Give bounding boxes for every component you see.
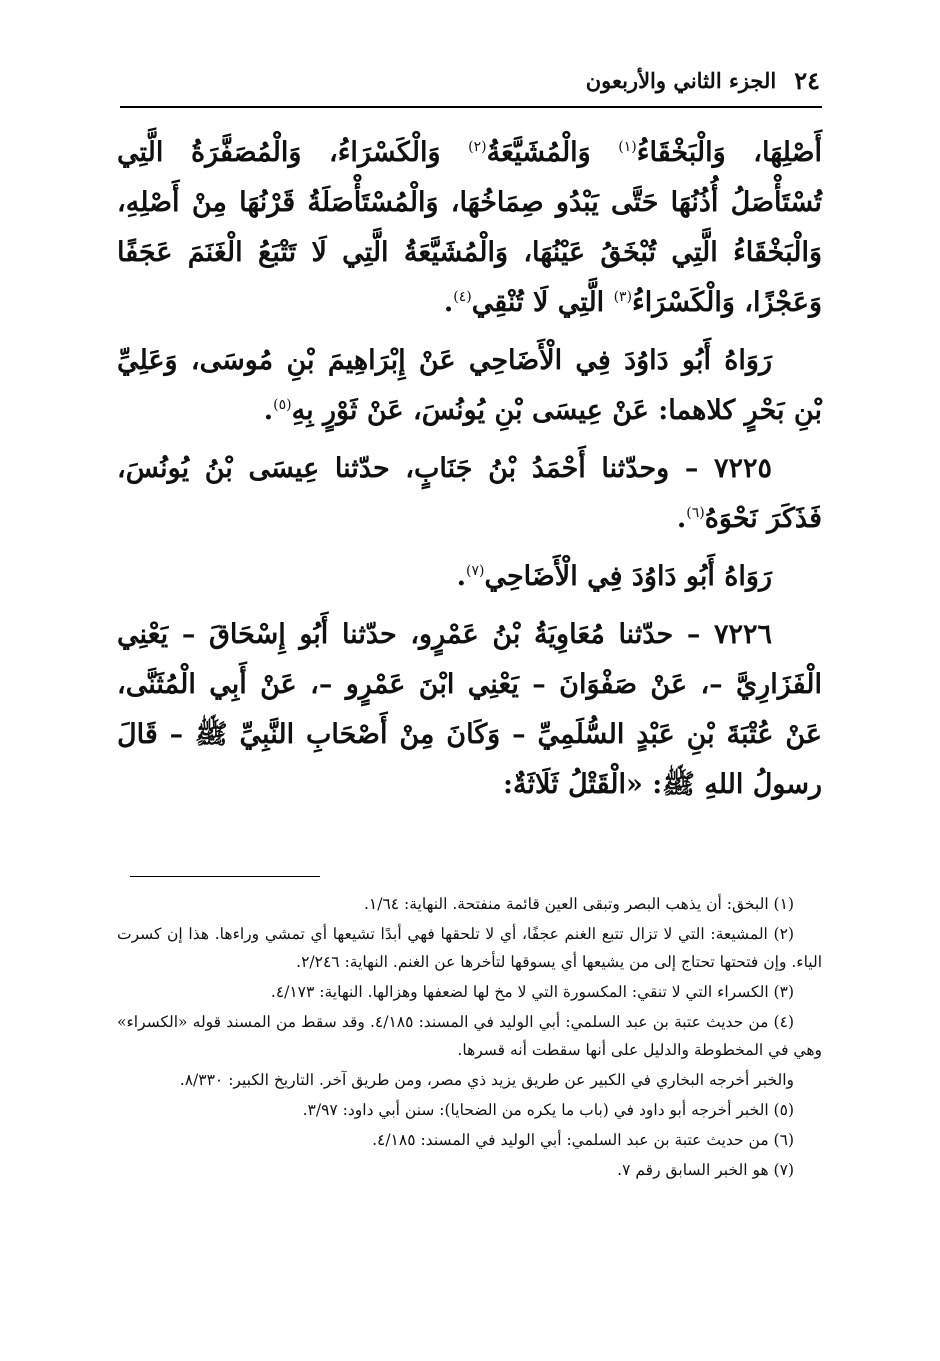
text-run: – حدّثنا مُعَاوِيَةُ بْنُ عَمْرٍو، حدّثنا أَبُو إِسْحَاقَ – يَعْنِي الْفَزَارِيَّ –، عَنْ صَفْوَانَ – يَعْنِي ابْنَ عَمْرٍو –، عَنْ أَبِي الْمُثَنَّى، عَنْ عُتْبَةَ بْنِ عَبْدٍ السُّلَمِيِّ – وَكَانَ مِنْ أَصْحَابِ النَّبِيِّ ﷺ – قَالَ رسولُ اللهِ ﷺ: «الْقَتْلُ ثَلَاثَةٌ:	[117, 619, 822, 800]
paragraph	[117, 128, 822, 328]
footnote: (٤) من حديث عتبة بن عبد السلمي: أبي الوليد في المسند: ٤/١٨٥. وقد سقط من المسند قوله «الكسراء» وهي في المخطوطة والدليل على أنها سقطت أنه قسرها.	[117, 1013, 822, 1059]
footnote: (٥) الخبر أخرجه أبو داود في (باب ما يكره من الضحايا): سنن أبي داود: ٣/٩٧.	[302, 1101, 794, 1119]
hadith-number: ٧٢٢٦	[713, 619, 772, 650]
running-header	[120, 60, 820, 100]
text-run: .	[263, 395, 274, 426]
text-run: أَصْلِهَا، وَالْبَخْقَاءُ	[636, 137, 823, 168]
footnote: (٢) المشيعة: التي لا تزال تتبع الغنم عجفًا، أي لا تلحقها فهي أبدًا تشيعها أي تمشي وراءها. هذا إن كسرت الياء. وإن فتحتها تحتاج إلى من يشيعها أي يسوقها لتأخرها عن الغنم. النهاية: ٢/٢٤٦.	[117, 925, 822, 971]
text-run: وَالْمُشَيَّعَةُ	[486, 137, 619, 168]
footnote-divider	[130, 876, 320, 877]
text-run: .	[676, 503, 687, 534]
hadith-paragraph	[117, 610, 822, 810]
footnote: (٣) الكسراء التي لا تنقي: المكسورة التي لا مخ لها لضعفها وهزالها. النهاية: ٤/١٧٣.	[270, 983, 794, 1001]
paragraph	[117, 336, 822, 436]
text-run: .	[443, 287, 454, 318]
footnote-ref[interactable]: (١)	[618, 139, 637, 155]
page-number: ٢٤	[794, 65, 820, 95]
text-run: وَالْكَسْرَاءُ، وَالْمُصَفَّرَةُ الَّتِي تُسْتَأْصَلُ أُذُنُهَا حَتَّى يَبْدُو صِمَاخُهَا، وَالْمُسْتَأْصَلَةُ قَرْنُهَا مِنْ أَصْلِهِ، وَالْبَخْقَاءُ الَّتِي تُبْخَقُ عَيْنُهَا، وَالْمُشَيَّعَةُ الَّتِي لَا تَتْبَعُ الْغَنَمَ عَجَفًا وَعَجْزًا، وَالْكَسْرَاءُ	[117, 137, 822, 318]
text-run: الَّتِي لَا تُنْقِي	[471, 287, 614, 318]
footnote: (٧) هو الخبر السابق رقم ٧.	[617, 1161, 794, 1179]
footnote-ref[interactable]: (٧)	[465, 563, 485, 579]
main-text	[117, 128, 822, 818]
text-run: رَوَاهُ أَبُو دَاوُدَ فِي الْأَضَاحِي عَنْ إِبْرَاهِيمَ بْنِ مُوسَى، وَعَلِيِّ بْنِ بَحْرٍ كلاهما: عَنْ عِيسَى بْنِ يُونُسَ، عَنْ ثَوْرٍ بِهِ	[117, 345, 822, 426]
footnote: (١) البخق: أن يذهب البصر وتبقى العين قائمة منفتحة. النهاية: ١/٦٤.	[363, 895, 794, 913]
hadith-paragraph	[117, 444, 822, 544]
footnote-ref[interactable]: (٥)	[273, 397, 292, 413]
paragraph	[117, 552, 822, 602]
footnotes	[117, 890, 822, 1186]
footnote: (٦) من حديث عتبة بن عبد السلمي: أبي الوليد في المسند: ٤/١٨٥.	[372, 1131, 794, 1149]
text-run: – وحدّثنا أَحْمَدُ بْنُ جَنَابٍ، حدّثنا عِيسَى بْنُ يُونُسَ، فَذَكَرَ نَحْوَهُ	[117, 453, 822, 534]
footnote-ref[interactable]: (٤)	[453, 289, 472, 305]
footnote-ref[interactable]: (٦)	[686, 505, 705, 521]
footnote-ref[interactable]: (٢)	[468, 139, 487, 155]
header-divider	[120, 106, 822, 108]
footnote-ref[interactable]: (٣)	[613, 289, 633, 305]
footnote-continuation: والخبر أخرجه البخاري في الكبير عن طريق يزيد ذي مصر، ومن طريق آخر. التاريخ الكبير: ٨/٣٣٠.	[179, 1071, 794, 1089]
text-run: .	[456, 561, 466, 592]
part-title: الجزء الثاني والأربعون	[585, 67, 777, 93]
text-run: رَوَاهُ أَبُو دَاوُدَ فِي الْأَضَاحِي	[484, 561, 772, 592]
hadith-number: ٧٢٢٥	[713, 453, 772, 484]
